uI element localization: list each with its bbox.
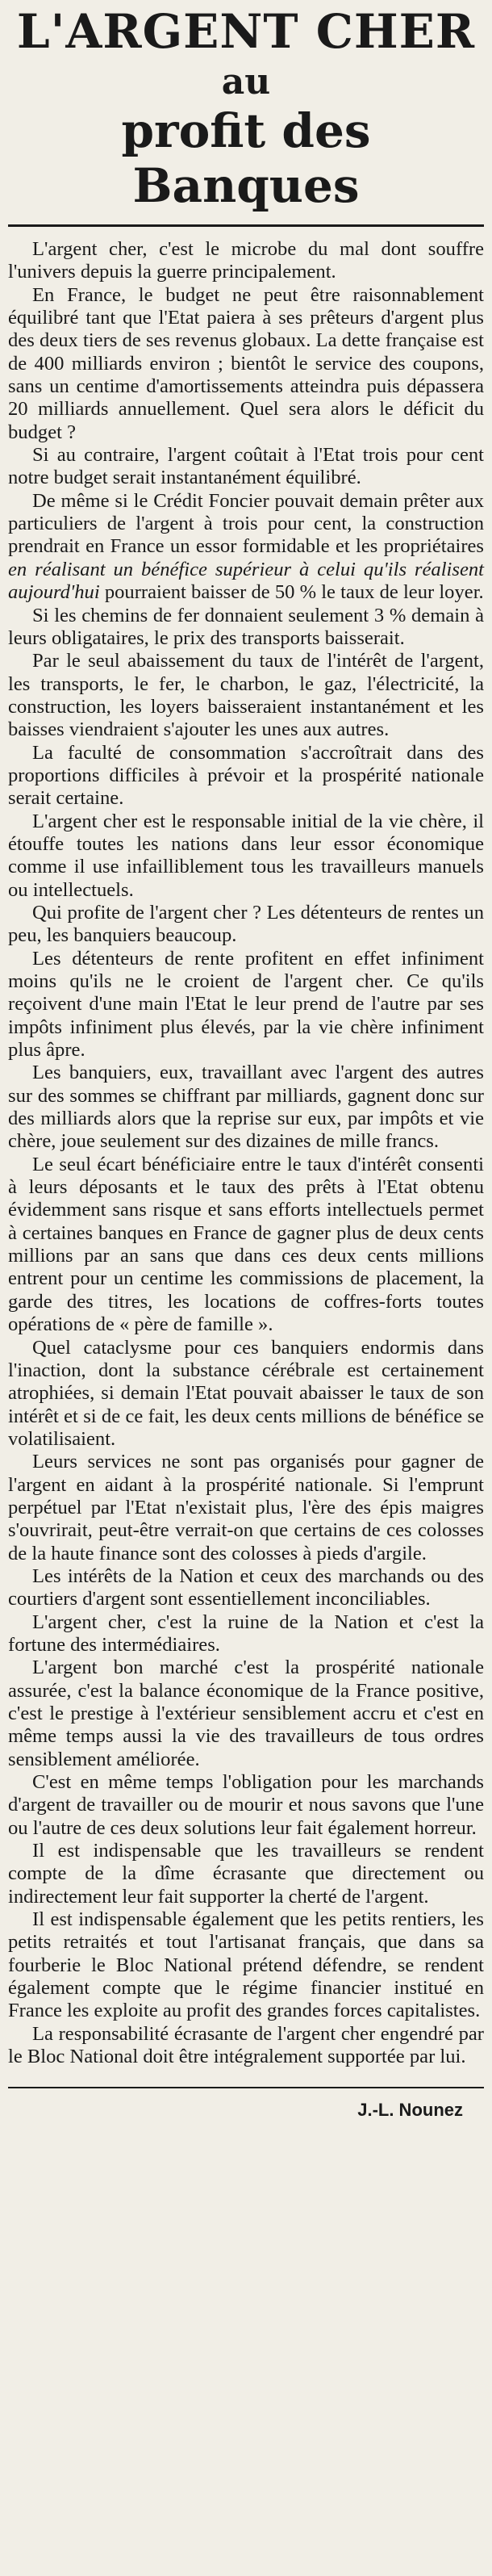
article-paragraph: Il est indispensable également que les petits rentiers, les petits retraités et tout l'artisanat français, que dans sa fourberie le Bloc National prétend défendre, se rendent également compte que le régime financier institué en France les exploite au profit des grandes forces capitalistes. (8, 1908, 484, 2022)
article-paragraph: De même si le Crédit Foncier pouvait demain prêter aux particuliers de l'argent à trois pour cent, la construction prendrait en France un essor formidable et les propriétaires en réalisant un bénéfice supérieur à celui qu'ils réalisent aujourd'hui pourraient baisser de 50 % le taux de leur loyer. (8, 489, 484, 604)
article-body (8, 238, 484, 2069)
article-paragraph: La responsabilité écrasante de l'argent cher engendré par le Bloc National doit être intégralement supportée par lui. (8, 2022, 484, 2068)
article-paragraph: Quel cataclysme pour ces banquiers endormis dans l'inaction, dont la substance cérébrale est certainement atrophiées, si demain l'Etat pouvait abaisser le taux de son intérêt et si de ce fait, les deux cents millions de bénéfice se volatilisaient. (8, 1336, 484, 1450)
article-paragraph: L'argent bon marché c'est la prospérité nationale assurée, c'est la balance économique de la France positive, c'est le prestige à l'extérieur sensiblement accru et c'est en même temps aussi la vie des travailleurs de tous ordres sensiblement améliorée. (8, 1657, 484, 1770)
article-paragraph: Les détenteurs de rente profitent en effet infiniment moins qu'ils ne le croient de l'argent cher. Ce qu'ils reçoivent d'une main l'Etat le leur prend de l'autre par ses impôts infiniment plus élevés, par la vie chère infiniment plus âpre. (8, 947, 484, 1062)
article-paragraph: Les banquiers, eux, travaillant avec l'argent des autres sur des sommes se chiffrant par milliards, gagnent donc sur des milliards alors que la reprise sur eux, par impôts et vie chère, joue seulement sur des dizaines de mille francs. (8, 1062, 484, 1153)
headline-line-1: L'ARGENT CHER (16, 4, 476, 59)
headline-divider (8, 224, 484, 227)
article-paragraph: Il est indispensable que les travailleurs se rendent compte de la dîme écrasante que directement ou indirectement leur fait supporter la cherté de l'argent. (8, 1840, 484, 1908)
article-paragraph: Par le seul abaissement du taux de l'intérêt de l'argent, les transports, le fer, le charbon, le gaz, l'électricité, la construction, les loyers baisseraient instantanément et les baisses viendraient s'ajouter les unes aux autres. (8, 650, 484, 741)
article-paragraph: La faculté de consommation s'accroîtrait dans des proportions difficiles à prévoir et la prospérité nationale serait certaine. (8, 741, 484, 810)
headline-line-2: au (221, 61, 271, 103)
headline-line-3: profit des Banques (121, 103, 371, 213)
article-paragraph: En France, le budget ne peut être raisonnablement équilibré tant que l'Etat paiera à ses prêteurs d'argent plus des deux tiers de ses revenus globaux. La dette française est de 400 milliards environ ; bientôt le service des coupons, sans un centime d'amortissements atteindra puis dépassera 20 milliards annuellement. Quel sera alors le déficit du budget ? (8, 283, 484, 443)
article-paragraph: Qui profite de l'argent cher ? Les détenteurs de rentes un peu, les banquiers beaucoup. (8, 901, 484, 947)
article-paragraph: L'argent cher, c'est le microbe du mal dont souffre l'univers depuis la guerre principalement. (8, 238, 484, 283)
signature-divider (8, 2087, 484, 2088)
italic-phrase: en réalisant un bénéfice supérieur à celui qu'ils réalisent aujourd'hui (8, 558, 484, 604)
article-paragraph: C'est en même temps l'obligation pour les marchands d'argent de travailler ou de mourir et nous savons que l'une ou l'autre de ces deux solutions leur fait également horreur. (8, 1771, 484, 1839)
article-paragraph: Le seul écart bénéficiaire entre le taux d'intérêt consenti à leurs déposants et le taux des prêts à l'Etat obtenu évidemment sans risque et sans efforts intellectuels permet à certaines banques en France de gagner plus de deux cents millions par an sans que dans ces deux cents millions entrent pour un centime les commissions de placement, la garde des titres, les locations de coffres-forts toutes opérations de « père de famille ». (8, 1153, 484, 1336)
article-paragraph: Si les chemins de fer donnaient seulement 3 % demain à leurs obligataires, le prix des transports baisserait. (8, 604, 484, 649)
article-paragraph: L'argent cher est le responsable initial de la vie chère, il étouffe toutes les nations dans leur essor économique comme il use infailliblement tous les travailleurs manuels ou intellectuels. (8, 810, 484, 901)
author-signature: J.-L. Nounez (357, 2099, 463, 2120)
article-paragraph: Leurs services ne sont pas organisés pour gagner de l'argent en aidant à la prospérité nationale. Si l'emprunt perpétuel par l'Etat n'existait plus, l'ère des épis maigres s'ouvrirait, peut-être verrait-on que certains de ces colosses de la haute finance sont des colosses à pieds d'argile. (8, 1451, 484, 1564)
article-paragraph: L'argent cher, c'est la ruine de la Nation et c'est la fortune des intermédiaires. (8, 1611, 484, 1656)
article-paragraph: Les intérêts de la Nation et ceux des marchands ou des courtiers d'argent sont essentiellement inconciliables. (8, 1564, 484, 1611)
article-paragraph: Si au contraire, l'argent coûtait à l'Etat trois pour cent notre budget serait instantanément équilibré. (8, 444, 484, 489)
